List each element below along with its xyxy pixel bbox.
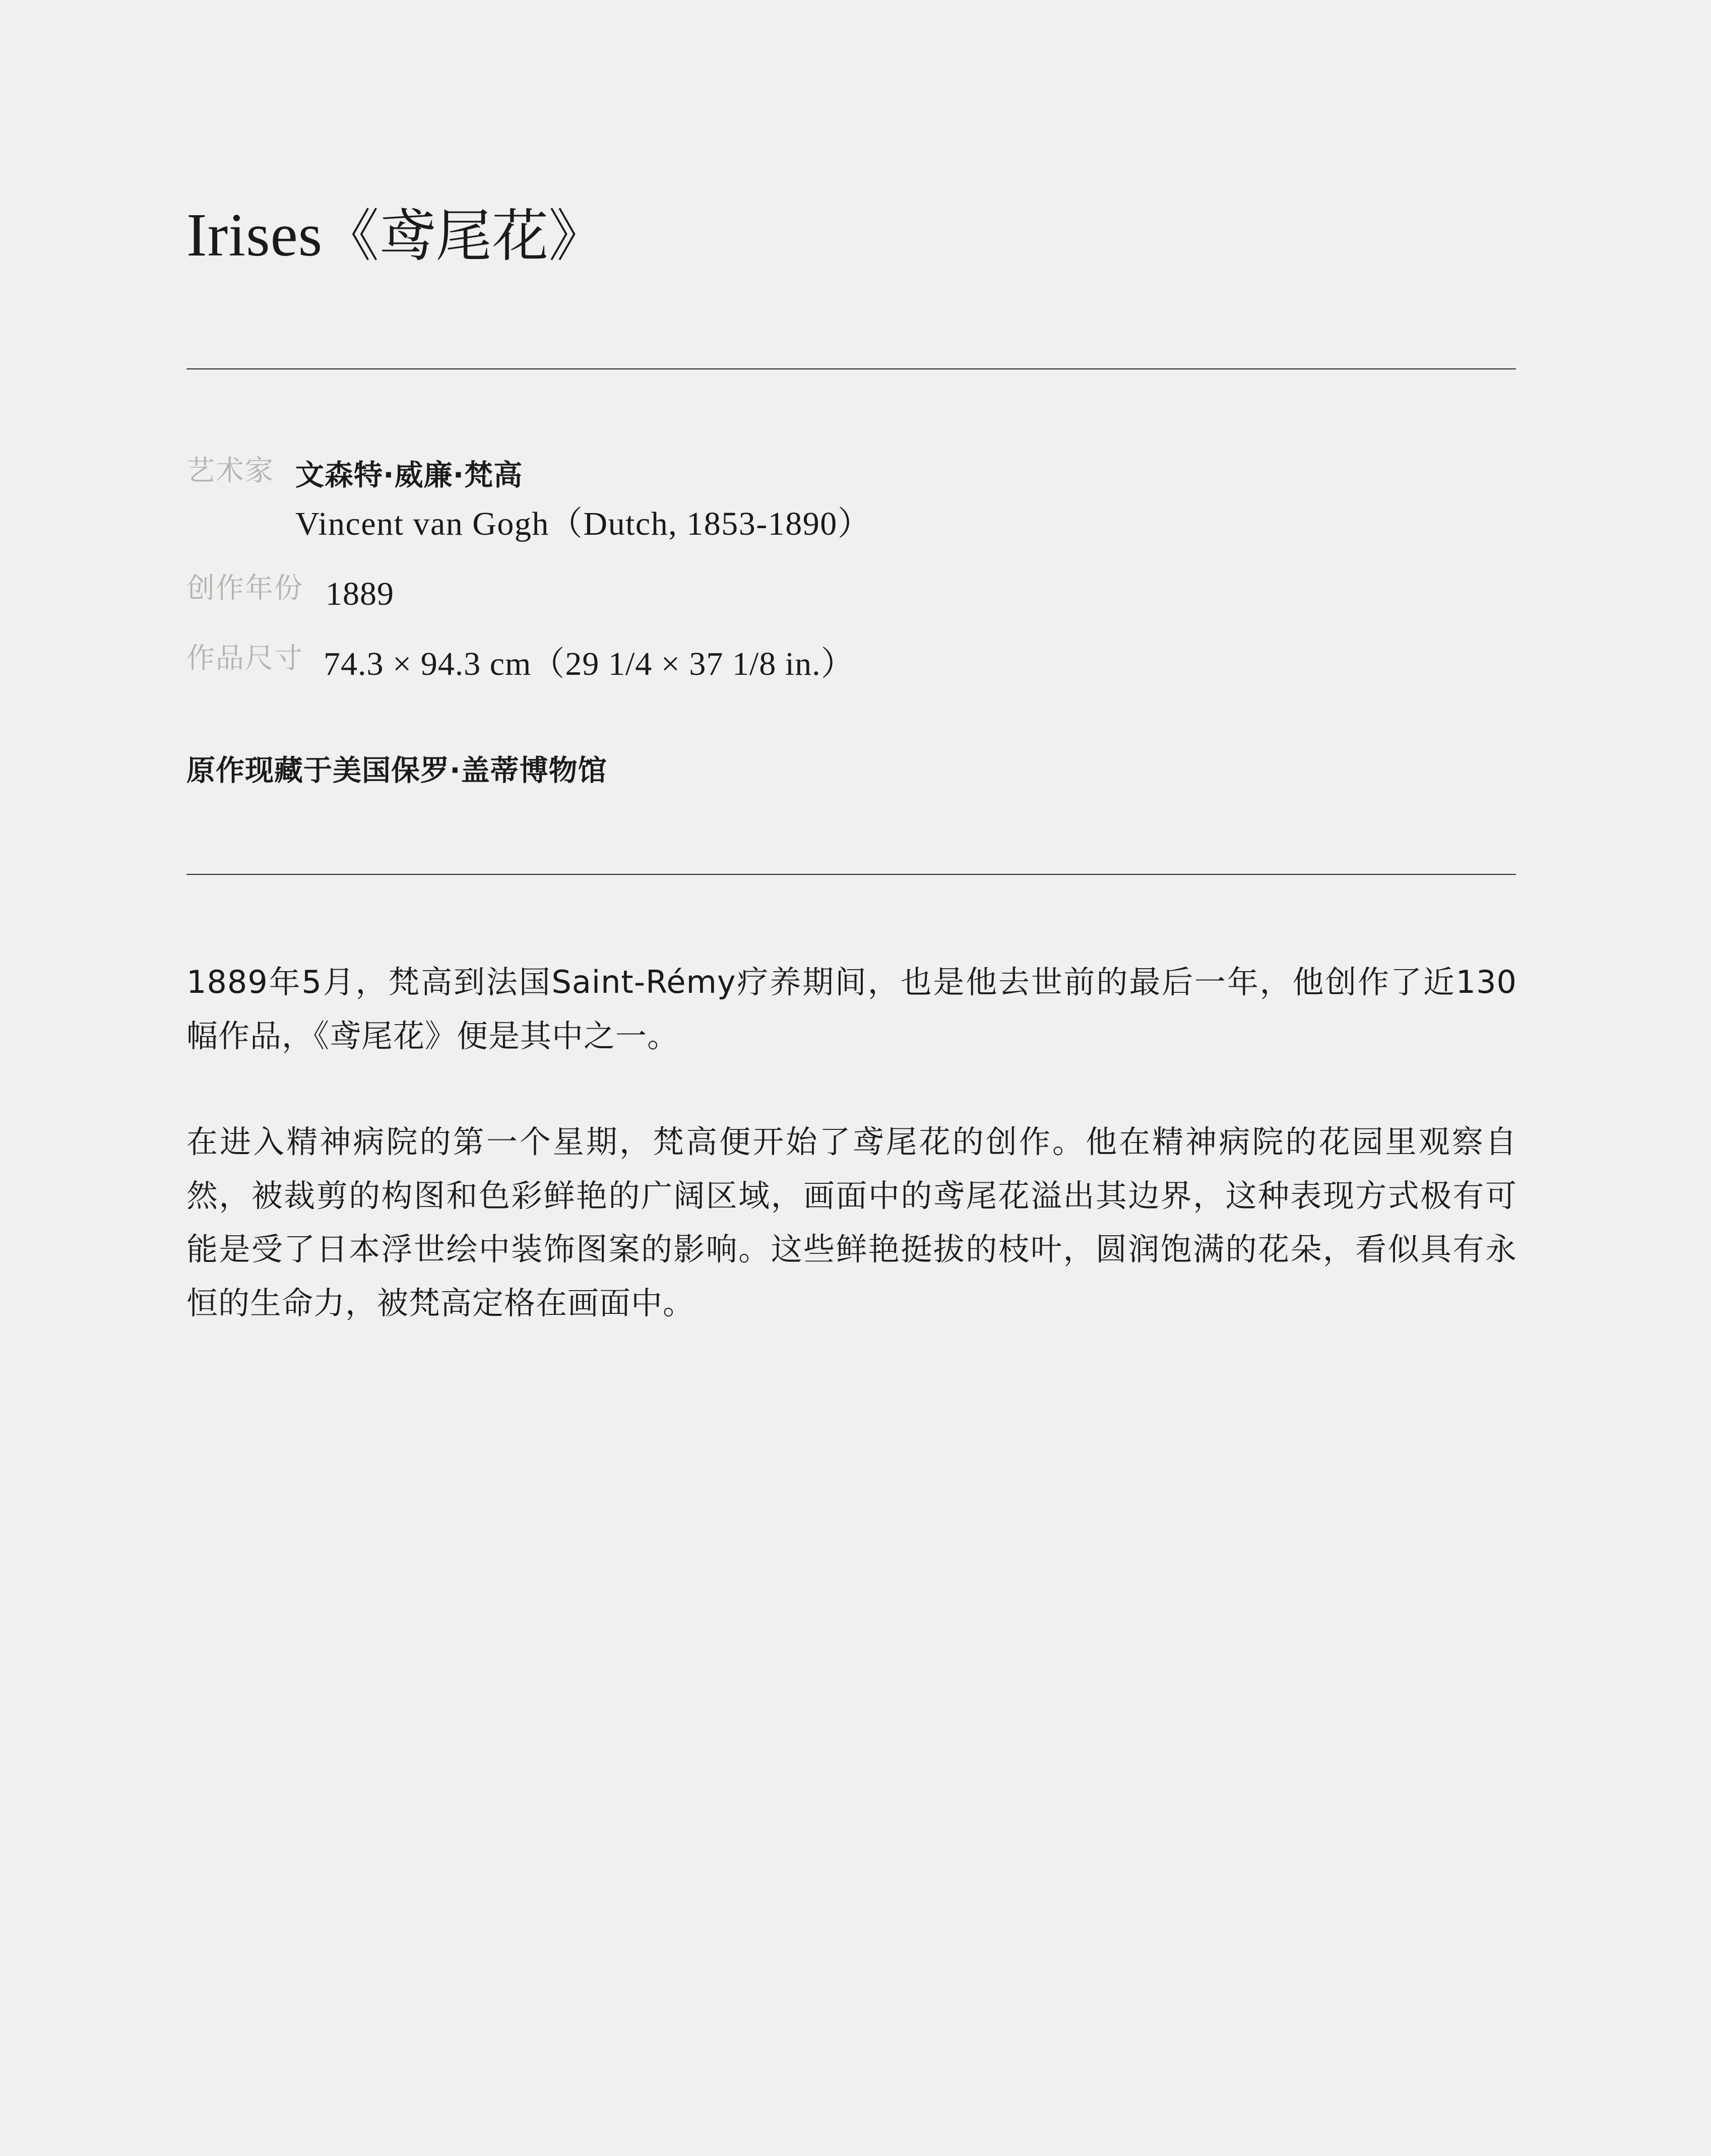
collection-note: 原作现藏于美国保罗·盖蒂博物馆 bbox=[186, 753, 607, 787]
year-value bbox=[326, 571, 394, 617]
year-number: 1889 bbox=[326, 575, 394, 612]
page-title bbox=[186, 0, 1525, 269]
artist-name-cjk: 文森特·威廉·梵高 bbox=[295, 459, 523, 492]
metadata-row-artist bbox=[186, 454, 1525, 547]
metadata-block bbox=[186, 454, 1525, 687]
artist-label: 艺术家 bbox=[186, 455, 274, 488]
body-paragraph-1: 1889年5月，梵高到法国Saint-Rémy疗养期间，也是他去世前的最后一年，他创作了近130幅作品，《鸢尾花》便是其中之一。 bbox=[186, 963, 1517, 1054]
page-title-latin: Irises bbox=[186, 201, 323, 269]
divider-top bbox=[186, 368, 1516, 369]
dimensions-value bbox=[324, 641, 855, 687]
artist-name-latin: Vincent van Gogh（Dutch, 1853-1890） bbox=[295, 505, 872, 542]
artist-value bbox=[295, 454, 871, 547]
dimensions-number: 74.3 × 94.3 cm（29 1/4 × 37 1/8 in.） bbox=[324, 645, 855, 682]
metadata-row-dimensions bbox=[186, 641, 1525, 687]
year-label: 创作年份 bbox=[186, 572, 303, 605]
body-text bbox=[186, 956, 1517, 1330]
metadata-row-year bbox=[186, 571, 1525, 617]
divider-bottom bbox=[186, 874, 1516, 875]
page-title-cjk: 《鸢尾花》 bbox=[323, 204, 605, 269]
body-paragraph-2: 在进入精神病院的第一个星期，梵高便开始了鸢尾花的创作。他在精神病院的花园里观察自然，被裁剪的构图和色彩鲜艳的广阔区域，画面中的鸢尾花溢出其边界，这种表现方式极有可能是受了日本浮世绘中装饰图案的影响。这些鲜艳挺拔的枝叶，圆润饱满的花朵，看似具有永恒的生命力，被梵高定格在画面中。 bbox=[186, 1123, 1517, 1322]
dimensions-label: 作品尺寸 bbox=[186, 642, 303, 675]
